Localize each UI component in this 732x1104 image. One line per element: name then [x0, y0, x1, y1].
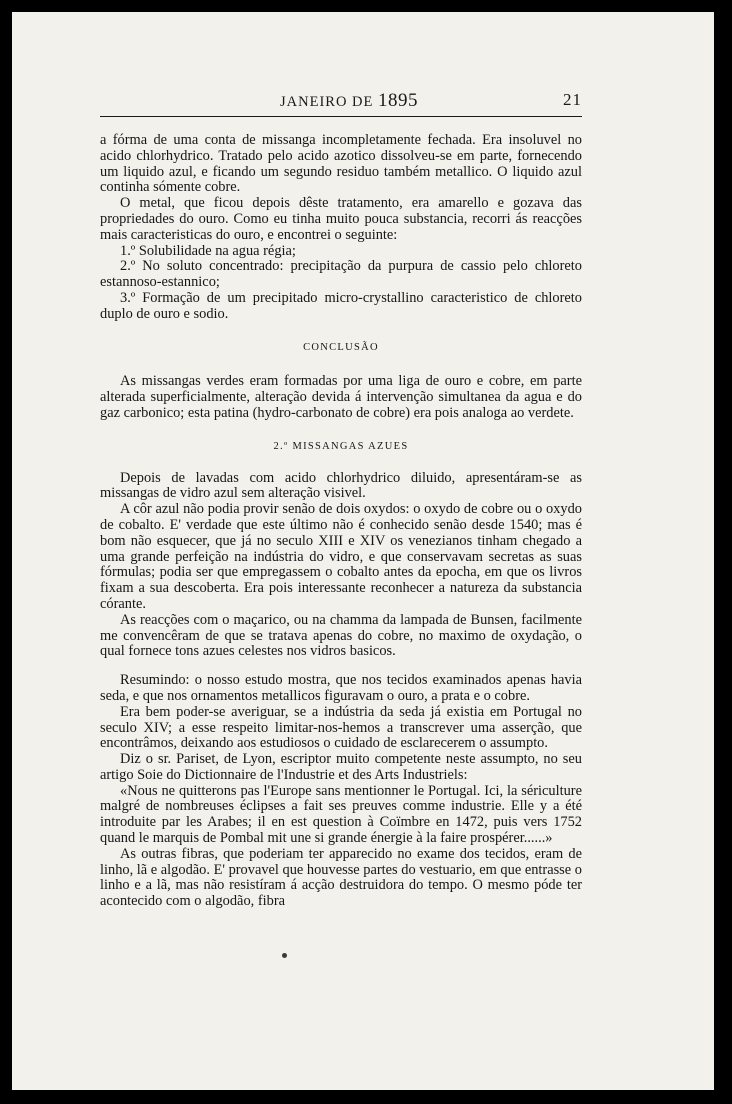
paragraph: O metal, que ficou depois dêste tratamento, era amarello e gozava das propriedades do ouro. Como eu tinha muito pouca substancia, recorri ás reacções mais caracteristicas do ouro, e encontrei o seguinte: — [100, 195, 582, 243]
paragraph: As missangas verdes eram formadas por uma liga de ouro e cobre, em parte alterada superficialmente, alteração devida á intervenção simultanea da agua e do gaz carbonico; esta patina (hydro-carbonato de cobre) era pois analoga ao verdete. — [100, 373, 582, 421]
document-page — [12, 12, 714, 1090]
paragraph: As reacções com o maçarico, ou na chamma da lampada de Bunsen, facilmente me convencêram de que se tratava apenas do cobre, no maximo de oxydação, o qual fornece tons azues celestes nos vidros basicos. — [100, 611, 582, 660]
section-heading-conclusao: CONCLUSÃO — [303, 341, 379, 353]
printer-mark — [282, 953, 287, 958]
section-heading-missangas-azues: 2.º MISSANGAS AZUES — [273, 440, 409, 452]
paragraph: a fórma de uma conta de missanga incompletamente fechada. Era insoluvel no acido chlorhydrico. Tratado pelo acido azotico dissolveu-se em parte, fornecendo um liquido azul, e ficando um segundo residuo também metallico. O liquido azul continha sómente cobre. — [100, 132, 582, 196]
paragraph: Era bem poder-se averiguar, se a indústria da seda já existia em Portugal no seculo XIV; a esse respeito limitar-nos-hemos a transcrever uma asserção, que encontrâmos, deixando aos estudiosos o cuidado de esclarecerem o assumpto. — [100, 703, 582, 752]
running-title — [280, 90, 418, 112]
quotation: «Nous ne quitterons pas l'Europe sans mentionner le Portugal. Ici, la sériculture malgré de nombreuses éclipses a fait ses preuves comme industrie. Elle y a été introduite par les Arabes; il en est question à Coïmbre en 1472, puis vers 1752 quand le marquis de Pombal mit une si grande énergie à la faire prospérer......» — [100, 782, 582, 847]
page-header — [100, 90, 582, 114]
paragraph: Diz o sr. Pariset, de Lyon, escriptor muito competente neste assumpto, no seu artigo Soie do Dictionnaire de l'Industrie et des Arts Industriels: — [100, 751, 582, 783]
body-text — [100, 133, 582, 910]
list-item: 2.º No soluto concentrado: precipitação da purpura de cassio pelo chloreto estannoso-estannico; — [100, 258, 582, 291]
page-number: 21 — [563, 90, 582, 109]
paragraph: As outras fibras, que poderiam ter apparecido no exame dos tecidos, eram de linho, lã e algodão. E' provavel que houvesse partes do vestuario, em que entrasse o linho e a lã, mas não resistíram á acção destruidora do tempo. O mesmo póde ter acontecido com o algodão, fibra — [100, 845, 582, 910]
running-title-year: 1895 — [378, 90, 418, 111]
paragraph: Depois de lavadas com acido chlorhydrico diluido, apresentáram-se as missangas de vidro azul sem alteração visivel. — [100, 469, 582, 502]
list-item: 3.º Formação de um precipitado micro-crystallino caracteristico de chloreto duplo de ouro e sodio. — [100, 289, 582, 322]
paragraph: A côr azul não podia provir senão de dois oxydos: o oxydo de cobre ou o oxydo de cobalto. E' verdade que este último não é conhecido senão desde 1540; mas é bom não esquecer, que já no seculo XIII e XIV os venezianos tinham chegado a uma grande perfeição na indústria do vidro, e que conservavam secretas as suas fórmulas; podia ser que empregassem o cobalto antes da epocha, em que os livros fixam a sua descoberta. Era pois interessante reconhecer a natureza da substancia córante. — [100, 501, 582, 612]
running-title-text: JANEIRO DE — [280, 94, 374, 110]
header-rule — [100, 116, 582, 117]
list-item: 1.º Solubilidade na agua régia; — [120, 242, 296, 259]
paragraph: Resumindo: o nosso estudo mostra, que nos tecidos examinados apenas havia seda, e que nos ornamentos metallicos figuravam o ouro, a prata e o cobre. — [100, 672, 582, 704]
